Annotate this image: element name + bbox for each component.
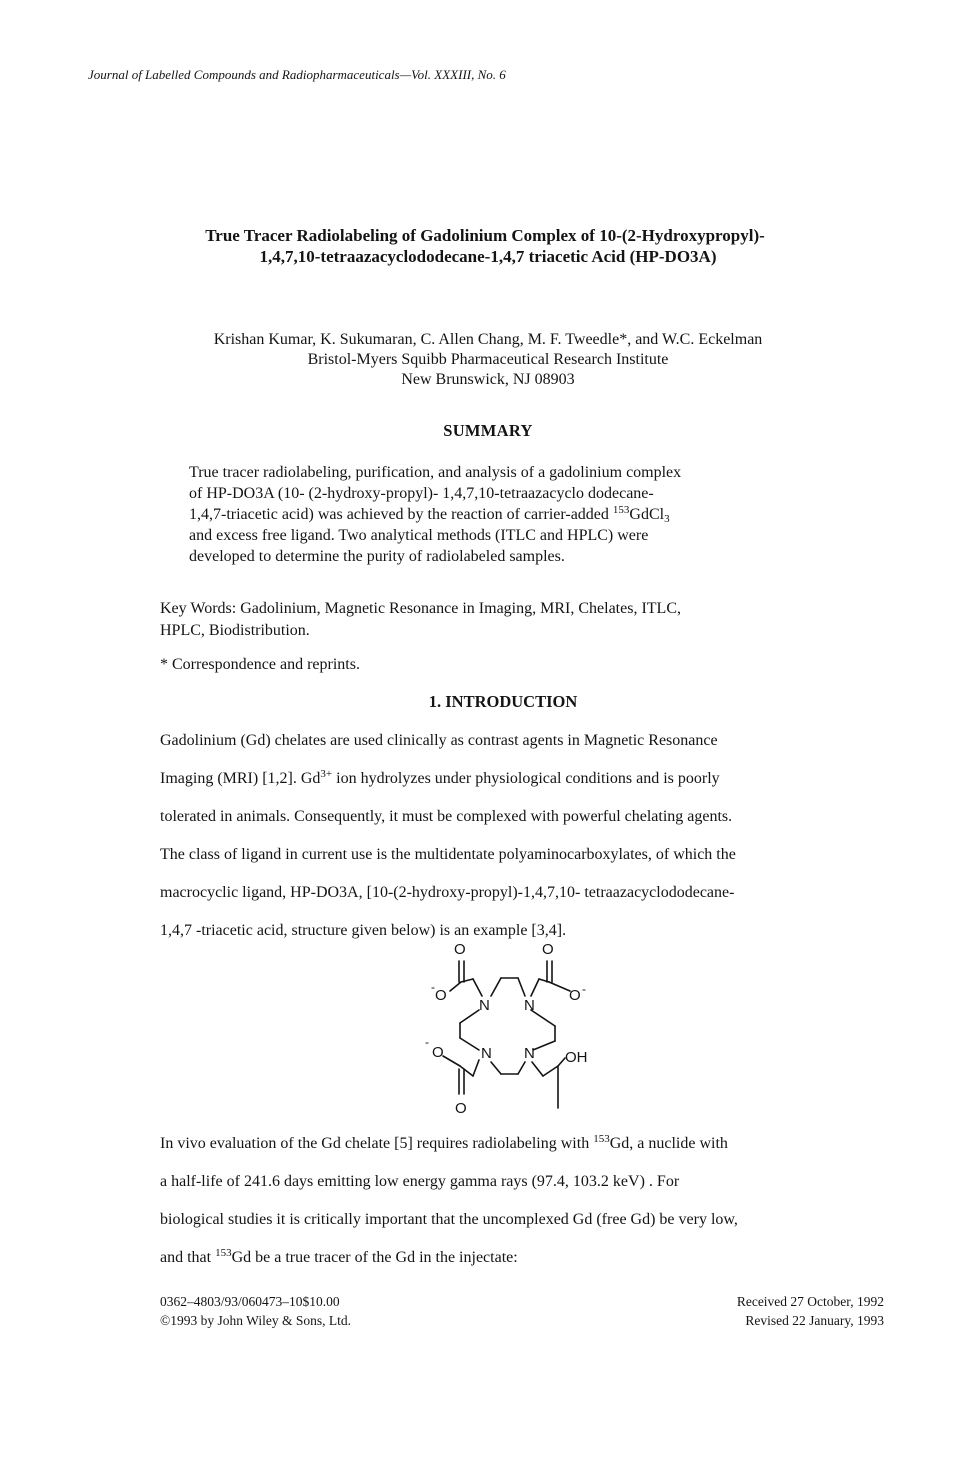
summary-line: True tracer radiolabeling, purification, and analysis of a gadolinium complex bbox=[189, 464, 682, 481]
atom-label: N bbox=[524, 1045, 535, 1062]
summary-text-span: 1,4,7-triacetic acid) was achieved by the reaction of carrier-added bbox=[189, 506, 613, 523]
paper-title bbox=[0, 225, 976, 267]
atom-label: N bbox=[524, 997, 535, 1014]
text-span: and that bbox=[160, 1249, 216, 1266]
received-date: Received 27 October, 1992 bbox=[736, 1294, 884, 1309]
footer-right bbox=[600, 1292, 884, 1330]
hp-do3a-structure bbox=[415, 938, 588, 1118]
atom-label: O bbox=[432, 1044, 444, 1061]
footer-left bbox=[160, 1292, 351, 1330]
title-line-1: True Tracer Radiolabeling of Gadolinium Complex of 10-(2-Hydroxypropyl)- bbox=[205, 226, 765, 245]
summary-line: developed to determine the purity of radiolabeled samples. bbox=[189, 548, 565, 565]
address: New Brunswick, NJ 08903 bbox=[401, 371, 575, 388]
atom-label: O bbox=[455, 1100, 467, 1117]
atom-label: O bbox=[542, 941, 554, 958]
formula-subscript: 3 bbox=[664, 513, 670, 525]
text-span: Imaging (MRI) [1,2]. Gd bbox=[160, 770, 321, 787]
publication-code: 0362–4803/93/060473–10$10.00 bbox=[160, 1294, 340, 1309]
charge-label: - bbox=[425, 1035, 429, 1049]
copyright: ©1993 by John Wiley & Sons, Ltd. bbox=[160, 1313, 351, 1328]
summary-text bbox=[189, 462, 809, 567]
text-span: In vivo evaluation of the Gd chelate [5] requires radiolabeling with bbox=[160, 1135, 594, 1152]
intro-paragraph-2 bbox=[160, 1125, 860, 1277]
isotope-mass: 153 bbox=[612, 504, 630, 516]
formula: GdCl bbox=[629, 506, 665, 523]
atom-label: O bbox=[435, 987, 447, 1004]
authors: Krishan Kumar, K. Sukumaran, C. Allen Chang, M. F. Tweedle*, and W.C. Eckelman bbox=[213, 331, 763, 348]
text-span: ion hydrolyzes under physiological conditions and is poorly bbox=[332, 770, 720, 787]
paragraph-line: a half-life of 241.6 days emitting low energy gamma rays (97.4, 103.2 keV) . For bbox=[160, 1173, 680, 1190]
atom-label: O bbox=[569, 987, 581, 1004]
introduction-heading bbox=[0, 692, 976, 712]
atom-label: N bbox=[479, 997, 490, 1014]
paragraph-line: The class of ligand in current use is the multidentate polyaminocarboxylates, of which the bbox=[160, 846, 736, 863]
paragraph-line: 1,4,7 -triacetic acid, structure given below) is an example [3,4]. bbox=[160, 922, 567, 939]
introduction-heading-text: 1. INTRODUCTION bbox=[428, 692, 578, 711]
charge-label: - bbox=[431, 980, 435, 994]
keywords-line: Key Words: Gadolinium, Magnetic Resonance in Imaging, MRI, Chelates, ITLC, bbox=[160, 600, 681, 617]
atom-label: OH bbox=[565, 1049, 588, 1066]
text-span: Gd be a true tracer of the Gd in the injectate: bbox=[231, 1249, 518, 1266]
summary-heading: SUMMARY bbox=[443, 421, 533, 440]
paragraph-line: biological studies it is critically important that the uncomplexed Gd (free Gd) be very low, bbox=[160, 1211, 738, 1228]
atom-label: N bbox=[481, 1045, 492, 1062]
correspondence-note: * Correspondence and reprints. bbox=[160, 656, 360, 673]
summary-line bbox=[189, 504, 809, 525]
charge-label: - bbox=[582, 982, 586, 996]
title-line-2: 1,4,7,10-tetraazacyclododecane-1,4,7 triacetic Acid (HP-DO3A) bbox=[259, 247, 717, 266]
paragraph-line bbox=[160, 1125, 860, 1163]
journal-header: Journal of Labelled Compounds and Radiopharmaceuticals—Vol. XXXIII, No. 6 bbox=[88, 67, 506, 82]
keywords bbox=[160, 598, 840, 642]
paragraph-line: macrocyclic ligand, HP-DO3A, [10-(2-hydroxy-propyl)-1,4,7,10- tetraazacyclododecane- bbox=[160, 884, 735, 901]
isotope-mass: 153 bbox=[593, 1133, 610, 1145]
paragraph-line: Gadolinium (Gd) chelates are used clinically as contrast agents in Magnetic Resonance bbox=[160, 732, 718, 749]
intro-paragraph-1 bbox=[160, 722, 860, 950]
keywords-line: HPLC, Biodistribution. bbox=[160, 622, 310, 639]
paragraph-line bbox=[160, 760, 860, 798]
isotope-mass: 153 bbox=[215, 1247, 232, 1259]
revised-date: Revised 22 January, 1993 bbox=[745, 1313, 884, 1328]
summary-line: and excess free ligand. Two analytical methods (ITLC and HPLC) were bbox=[189, 527, 649, 544]
paragraph-line bbox=[160, 1239, 860, 1277]
paragraph-line: tolerated in animals. Consequently, it must be complexed with powerful chelating agents. bbox=[160, 808, 733, 825]
affiliation: Bristol-Myers Squibb Pharmaceutical Research Institute bbox=[307, 351, 669, 368]
atom-label: O bbox=[454, 941, 466, 958]
ion-charge: 3+ bbox=[320, 768, 333, 780]
author-block bbox=[0, 330, 976, 390]
text-span: Gd, a nuclide with bbox=[609, 1135, 728, 1152]
summary-line: of HP-DO3A (10- (2-hydroxy-propyl)- 1,4,7,10-tetraazacyclo dodecane- bbox=[189, 485, 654, 502]
